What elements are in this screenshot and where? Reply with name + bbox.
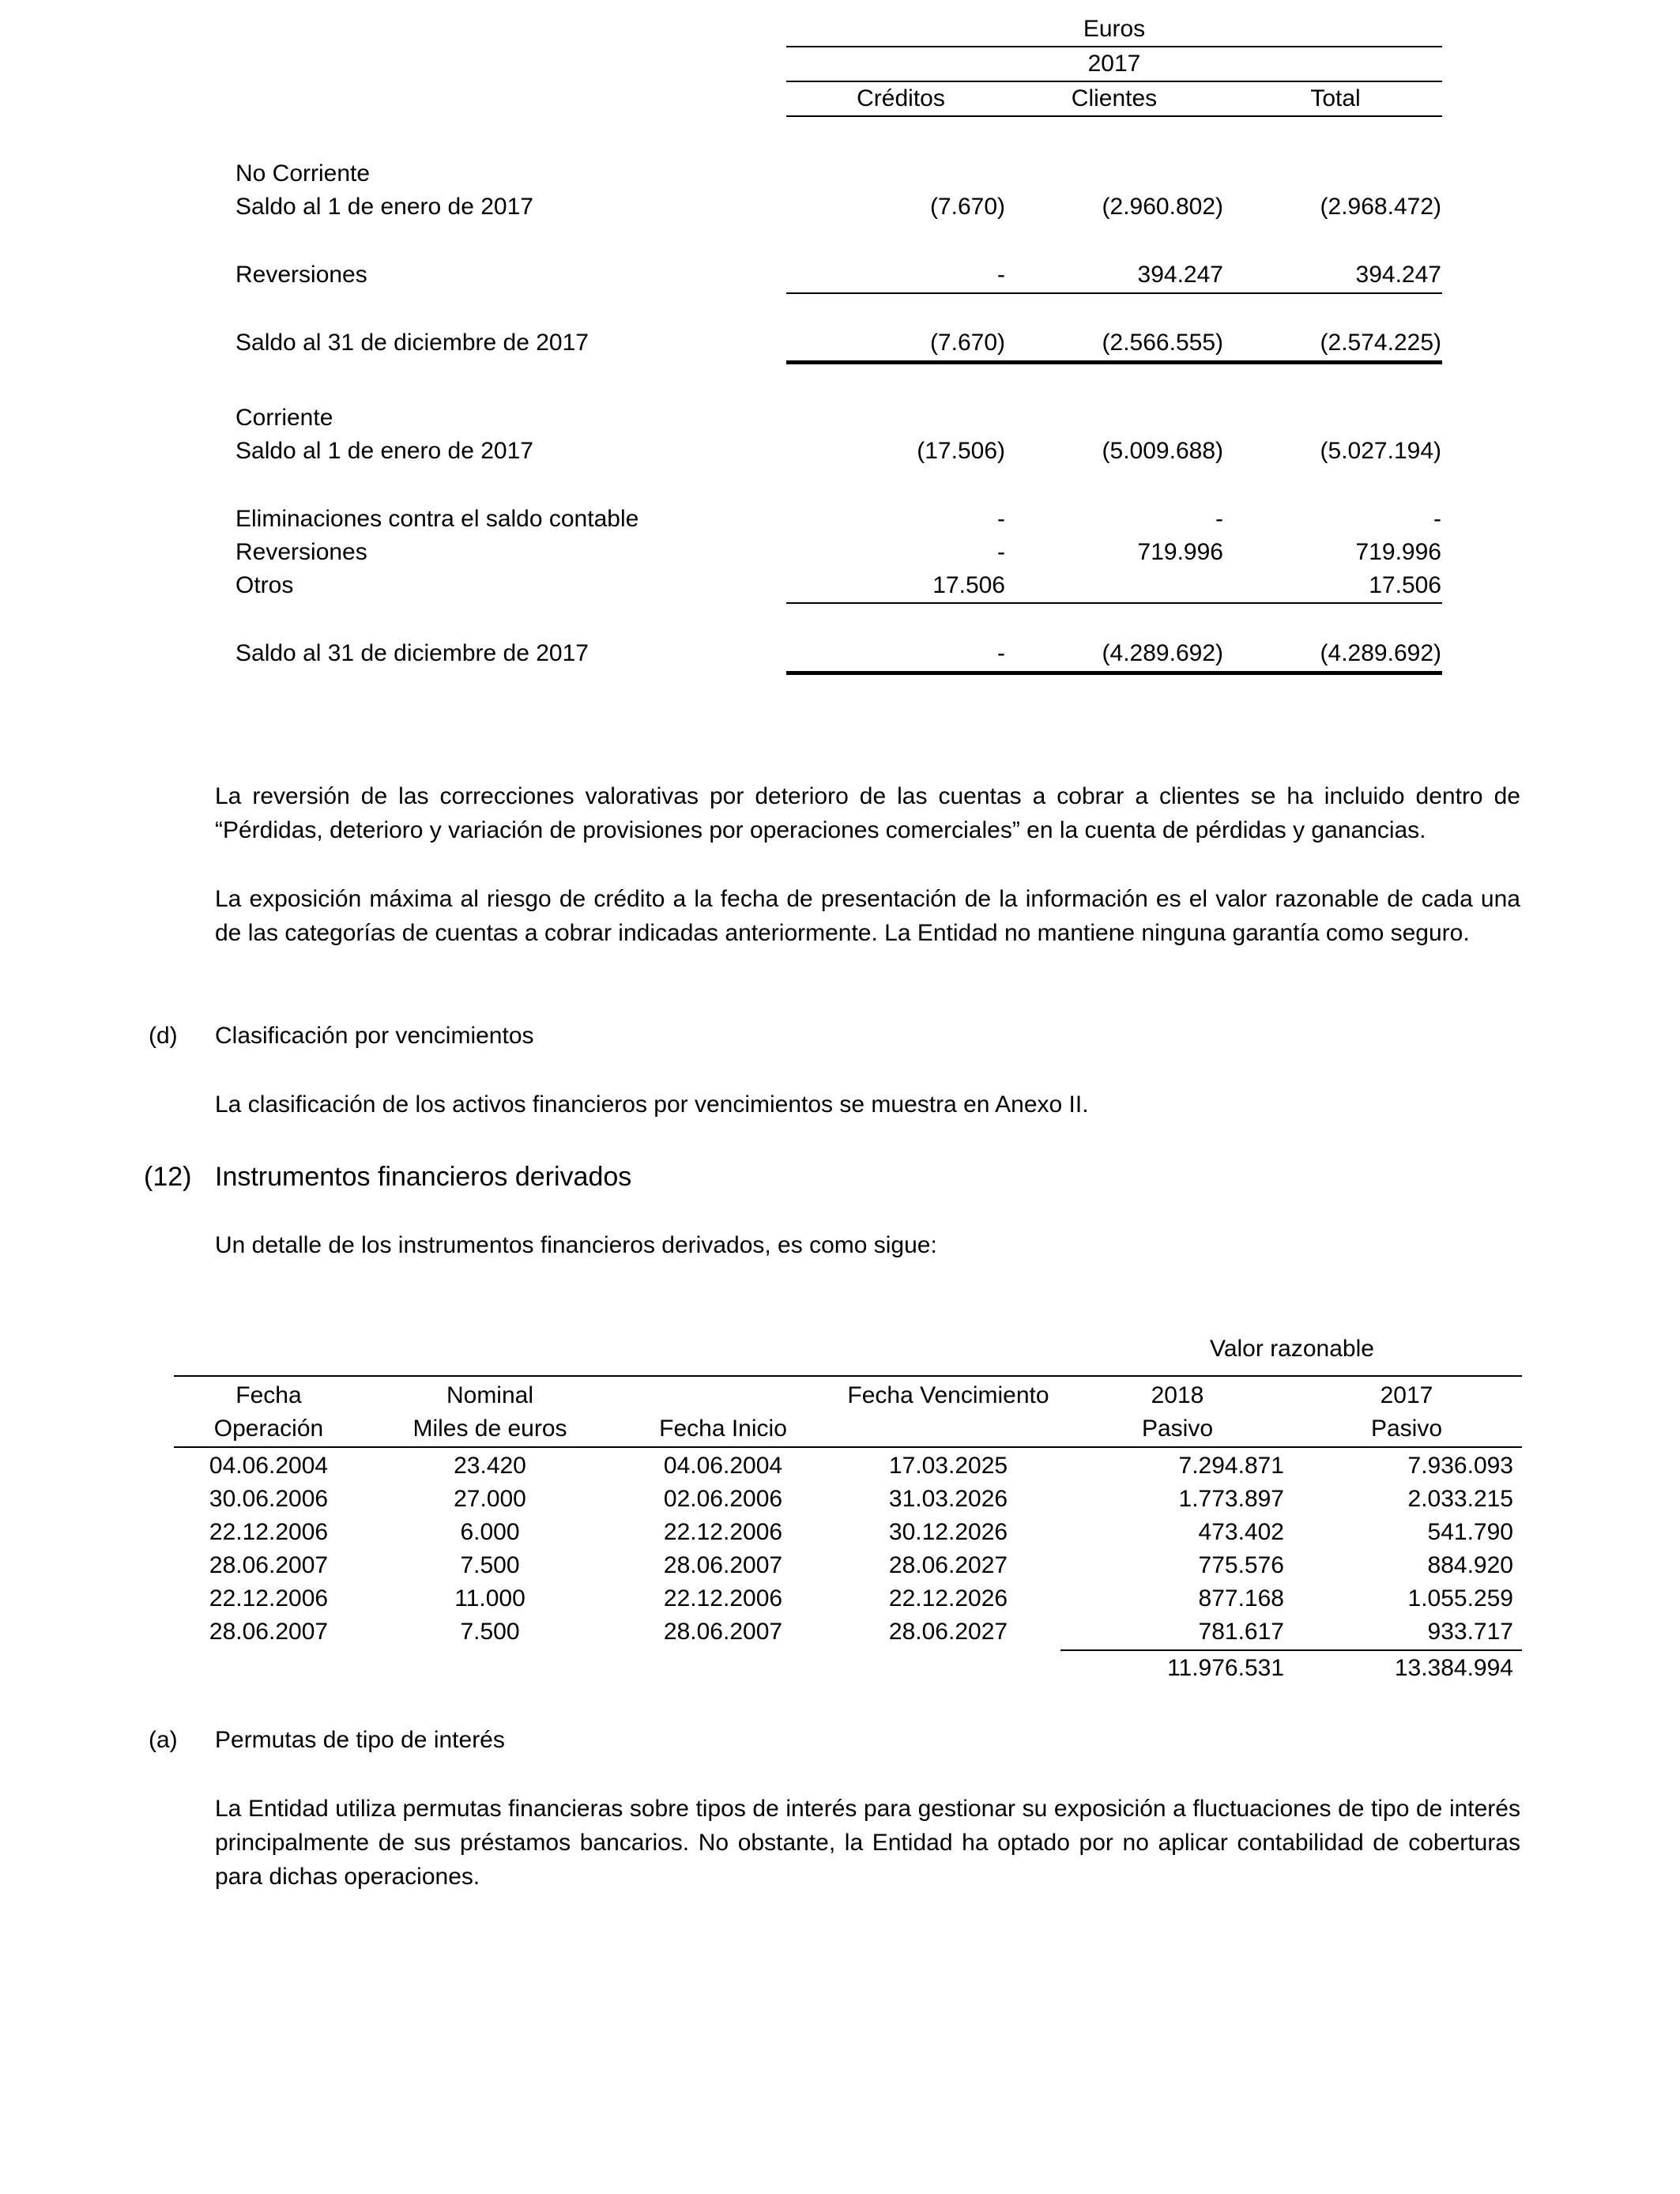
cell-fecha-inicio: 22.12.2006	[663, 1519, 783, 1545]
cell-creditos: (17.506)	[917, 438, 1005, 464]
cell-nominal: 23.420	[454, 1453, 526, 1479]
cell-total: 17.506	[1369, 572, 1441, 598]
cell-creditos: -	[997, 262, 1005, 288]
rule	[786, 602, 1442, 604]
header-fecha-inicio: Fecha Inicio	[659, 1416, 787, 1442]
cell-total: (4.289.692)	[1320, 640, 1441, 666]
cell-fecha-vencimiento: 31.03.2026	[888, 1486, 1008, 1512]
table2-group-header: Valor razonable	[1210, 1336, 1374, 1362]
cell-valor-2018: 473.402	[1198, 1519, 1284, 1545]
cell-total: (5.027.194)	[1320, 438, 1441, 464]
double-rule	[786, 360, 1442, 364]
header-nominal-2: Miles de euros	[412, 1416, 567, 1442]
section-title-no-corriente: No Corriente	[235, 160, 371, 187]
cell-valor-2017: 1.055.259	[1407, 1585, 1513, 1612]
header-2017-pasivo: Pasivo	[1370, 1416, 1443, 1442]
row-label: Reversiones	[235, 539, 367, 565]
header-2018: 2018	[1151, 1382, 1204, 1408]
cell-valor-2018: 775.576	[1198, 1552, 1284, 1578]
header-2017: 2017	[1380, 1382, 1433, 1408]
cell-clientes: (2.960.802)	[1102, 194, 1223, 220]
cell-total: 719.996	[1355, 539, 1441, 565]
row-label: Eliminaciones contra el saldo contable	[235, 506, 639, 532]
cell-clientes: -	[1215, 506, 1223, 532]
cell-fecha-vencimiento: 22.12.2026	[888, 1585, 1008, 1612]
table1-year-header: 2017	[1087, 51, 1141, 77]
row-label: Reversiones	[235, 262, 367, 288]
total-valor-2018: 11.976.531	[1167, 1655, 1284, 1681]
cell-valor-2017: 2.033.215	[1407, 1486, 1513, 1512]
cell-clientes: (5.009.688)	[1102, 438, 1223, 464]
cell-fecha-vencimiento: 28.06.2027	[888, 1619, 1008, 1645]
cell-valor-2018: 781.617	[1198, 1619, 1284, 1645]
cell-valor-2018: 877.168	[1198, 1585, 1284, 1612]
cell-valor-2018: 7.294.871	[1178, 1453, 1284, 1479]
cell-fecha-operacion: 22.12.2006	[209, 1519, 329, 1545]
header-fecha-vencimiento: Fecha Vencimiento	[847, 1382, 1049, 1408]
cell-valor-2017: 933.717	[1427, 1619, 1513, 1645]
cell-nominal: 6.000	[460, 1519, 520, 1545]
cell-creditos: (7.670)	[929, 330, 1005, 356]
cell-valor-2017: 7.936.093	[1407, 1453, 1513, 1479]
section-marker-a: (a)	[149, 1727, 178, 1753]
cell-fecha-operacion: 30.06.2006	[209, 1486, 329, 1512]
total-valor-2017: 13.384.994	[1394, 1655, 1513, 1681]
table1-col-total: Total	[1310, 85, 1361, 111]
section-heading-d: Clasificación por vencimientos	[215, 1023, 534, 1049]
cell-nominal: 7.500	[460, 1619, 520, 1645]
cell-fecha-inicio: 02.06.2006	[663, 1486, 783, 1512]
cell-clientes: (2.566.555)	[1102, 330, 1223, 356]
rule	[786, 115, 1442, 117]
row-label: Otros	[235, 572, 294, 598]
header-fecha-operacion-1: Fecha	[235, 1382, 302, 1408]
cell-fecha-operacion: 04.06.2004	[209, 1453, 329, 1479]
row-label: Saldo al 31 de diciembre de 2017	[235, 330, 589, 356]
table1-col-clientes: Clientes	[1071, 85, 1158, 111]
cell-creditos: -	[997, 539, 1005, 565]
cell-creditos: -	[997, 640, 1005, 666]
header-nominal-1: Nominal	[446, 1382, 534, 1408]
cell-fecha-inicio: 04.06.2004	[663, 1453, 783, 1479]
cell-creditos: 17.506	[932, 572, 1005, 598]
cell-creditos: (7.670)	[929, 194, 1005, 220]
rule	[1060, 1649, 1522, 1651]
cell-total: (2.968.472)	[1320, 194, 1441, 220]
paragraph-detalle: Un detalle de los instrumentos financieros derivados, es como sigue:	[215, 1232, 937, 1258]
cell-fecha-operacion: 22.12.2006	[209, 1585, 329, 1612]
cell-valor-2017: 541.790	[1427, 1519, 1513, 1545]
cell-clientes: 719.996	[1137, 539, 1223, 565]
rule	[174, 1375, 1522, 1377]
double-rule	[786, 671, 1442, 675]
header-fecha-operacion-2: Operación	[213, 1416, 324, 1442]
cell-fecha-vencimiento: 17.03.2025	[888, 1453, 1008, 1479]
cell-valor-2017: 884.920	[1427, 1552, 1513, 1578]
cell-nominal: 11.000	[454, 1585, 525, 1612]
table1-currency-header: Euros	[1083, 16, 1146, 42]
rule	[174, 1446, 1522, 1448]
section-heading-a: Permutas de tipo de interés	[215, 1727, 505, 1753]
section-marker-d: (d)	[149, 1023, 178, 1049]
cell-valor-2018: 1.773.897	[1178, 1486, 1284, 1512]
cell-fecha-vencimiento: 30.12.2026	[888, 1519, 1008, 1545]
cell-total: 394.247	[1355, 262, 1441, 288]
paragraph-exposicion: La exposición máxima al riesgo de crédito a la fecha de presentación de la información es el valor razonable de cada una de las categorías de cuentas a cobrar indicadas anteriormente. La Entidad no mantiene ninguna garantía como seguro.	[215, 886, 1520, 946]
table1-col-creditos: Créditos	[857, 85, 945, 111]
cell-fecha-vencimiento: 28.06.2027	[888, 1552, 1008, 1578]
cell-total: -	[1433, 506, 1441, 532]
header-2018-pasivo: Pasivo	[1141, 1416, 1214, 1442]
cell-fecha-inicio: 28.06.2007	[663, 1619, 783, 1645]
rule	[786, 292, 1442, 294]
cell-total: (2.574.225)	[1320, 330, 1441, 356]
section-number-12: (12)	[144, 1162, 192, 1192]
cell-nominal: 7.500	[460, 1552, 520, 1578]
cell-creditos: -	[997, 506, 1005, 532]
cell-fecha-operacion: 28.06.2007	[209, 1552, 329, 1578]
row-label: Saldo al 31 de diciembre de 2017	[235, 640, 589, 666]
section-title-corriente: Corriente	[235, 405, 333, 431]
cell-clientes: 394.247	[1137, 262, 1223, 288]
paragraph-clasificacion: La clasificación de los activos financieros por vencimientos se muestra en Anexo II.	[215, 1091, 1089, 1118]
row-label: Saldo al 1 de enero de 2017	[235, 194, 533, 220]
section-heading-12: Instrumentos financieros derivados	[215, 1162, 632, 1192]
paragraph-permutas: La Entidad utiliza permutas financieras sobre tipos de interés para gestionar su exposición a fluctuaciones de tipo de interés principalmente de sus préstamos bancarios. No obstante, la Entidad ha optado por no aplicar contabilidad de coberturas para dichas operaciones.	[215, 1796, 1520, 1890]
cell-fecha-operacion: 28.06.2007	[209, 1619, 329, 1645]
row-label: Saldo al 1 de enero de 2017	[235, 438, 533, 464]
paragraph-reversion: La reversión de las correcciones valorativas por deterioro de las cuentas a cobrar a clientes se ha incluido dentro de “Pérdidas, deterioro y variación de provisiones por operaciones comerciales” en la cuenta de pérdidas y ganancias.	[215, 783, 1520, 843]
cell-nominal: 27.000	[454, 1486, 526, 1512]
cell-fecha-inicio: 28.06.2007	[663, 1552, 783, 1578]
cell-fecha-inicio: 22.12.2006	[663, 1585, 783, 1612]
cell-clientes: (4.289.692)	[1102, 640, 1223, 666]
